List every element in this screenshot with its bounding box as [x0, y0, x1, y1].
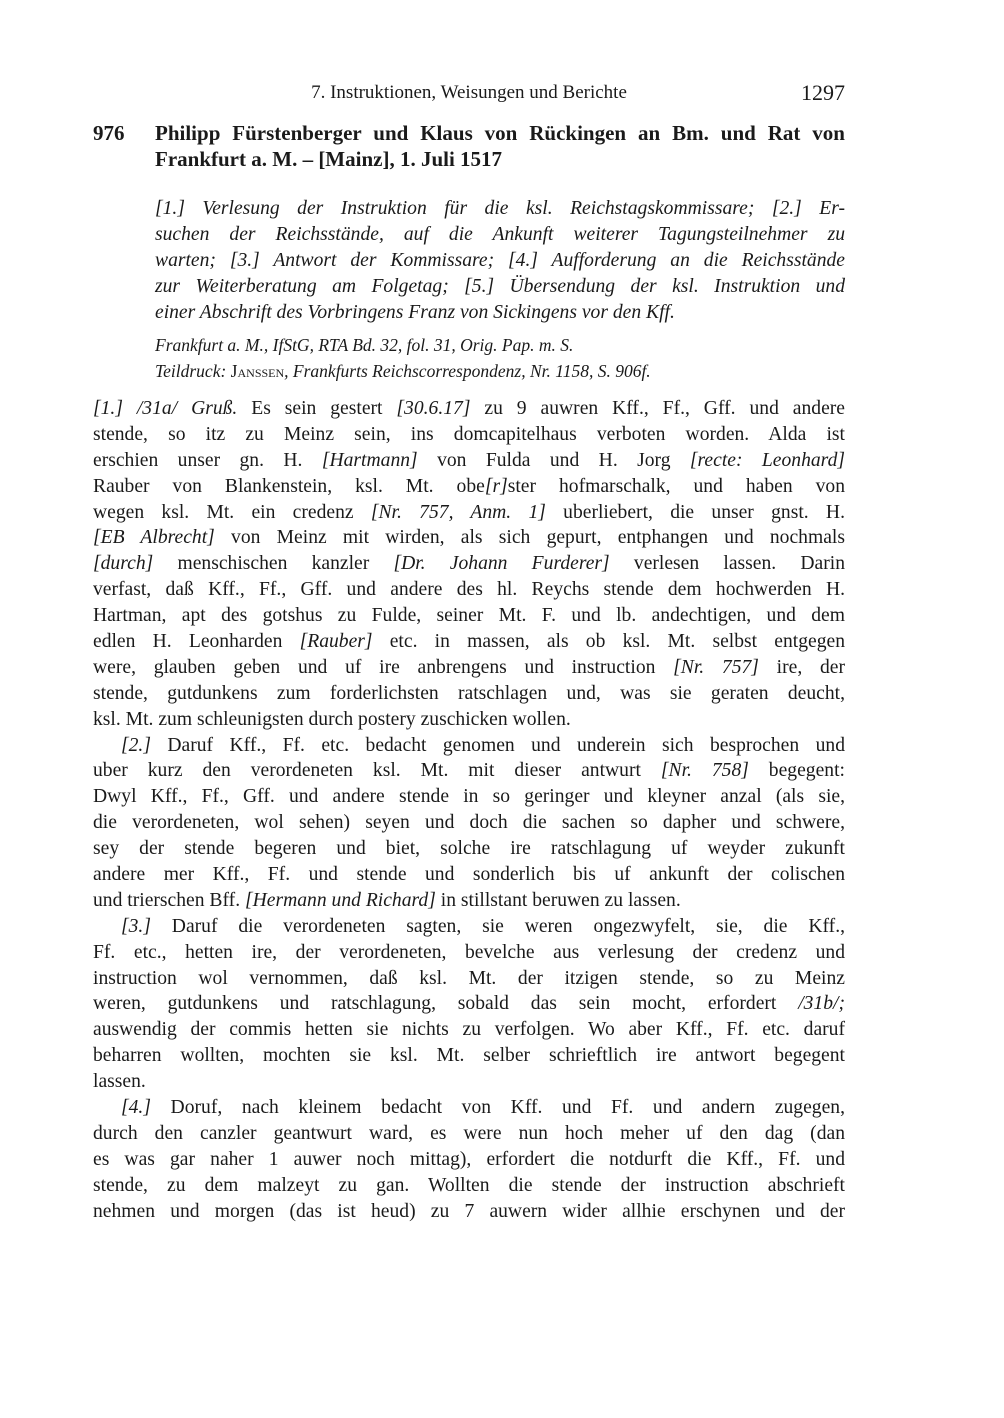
editorial-annotation: [3.] [121, 915, 151, 937]
transcribed-text: stende, zu dem malzeyt zu gan. Wollten die stende der instruction abschrieft [93, 1174, 845, 1196]
body-line [93, 914, 845, 940]
body-line [93, 681, 845, 707]
transcribed-text: Dwyl Kff., Ff., Gff. und andere stende in so geringer und kleyner anzal (als sie, [93, 786, 845, 808]
document-number: 976 [93, 121, 125, 145]
editorial-annotation: [Rauber] [299, 631, 373, 653]
transcribed-text: in stillstant beruwen zu lassen. [435, 889, 681, 911]
editorial-annotation: [recte: Leonhard] [689, 449, 845, 471]
body-line [93, 1147, 845, 1173]
transcribed-text: nehmen und morgen (das ist heud) zu 7 auwern wider allhie erschynen und der [93, 1200, 845, 1222]
transcribed-text: erschien unser gn. H. [93, 449, 322, 471]
running-head [93, 80, 845, 108]
transcribed-text: stende, so itz zu Meinz sein, ins domcapitelhaus verboten worden. Alda ist [93, 423, 845, 445]
transcribed-text: durch den canzler geantwurt ward, es were nun hoch meher uf den dag (dan [93, 1122, 845, 1144]
editorial-annotation: [Nr. 758] [660, 760, 749, 782]
editorial-annotation: [Nr. 757] [673, 656, 759, 678]
body-line [93, 474, 845, 500]
summary-line: einer Abschrift des Vorbringens Franz von Sickingens vor den Kff. [155, 302, 675, 323]
editorial-annotation: [30.6.17] [396, 398, 471, 419]
transcribed-text: Ff. etc., hetten ire, der verordeneten, bevelche aus verlesung der credenz und [93, 941, 845, 963]
transcribed-text: wegen ksl. Mt. ein credenz [93, 501, 371, 523]
transcribed-text: es was gar naher 1 auwer noch mittag), erfordert die notdurft die Kff., Ff. und [93, 1148, 845, 1170]
transcribed-text: Hartman, apt des gotshus zu Fulde, seiner Mt. F. und lb. andechtigen, und dem [93, 605, 845, 627]
transcribed-text: lassen. [93, 1071, 146, 1093]
source-reference [155, 332, 845, 384]
body-line [93, 500, 845, 526]
body-line [93, 525, 845, 551]
transcribed-text: von Meinz mit wirden, als sich gepurt, entphangen und nochmals [214, 527, 845, 549]
transcribed-text: edlen H. Leonharden [93, 631, 300, 653]
body-line [93, 603, 845, 629]
transcribed-text: ire, der [758, 656, 845, 678]
partial-print-details: , Frankfurts Reichscorrespondenz, Nr. 1158, S. 906f. [284, 361, 651, 381]
document-title-line: Philipp Fürstenberger und Klaus von Rückingen an Bm. und Rat von [155, 121, 845, 145]
body-line [93, 655, 845, 681]
transcribed-text: sey der stende begeren und biet, solche ire ratschlagung uf weyder zukunft [93, 838, 845, 860]
body-line [93, 836, 845, 862]
partial-print-reference [155, 358, 845, 384]
body-line [93, 396, 845, 422]
body-line [93, 862, 845, 888]
editorial-annotation: [Nr. 757, Anm. 1] [370, 501, 546, 523]
transcribed-text: Daruf die verordeneten sagten, sie weren ongezwyfelt, sie, die Kff., [150, 915, 845, 937]
transcribed-text: Doruf, nach kleinem bedacht von Kff. und Ff. und andern zugegen, [150, 1097, 845, 1119]
summary-line: warten; [3.] Antwort der Kommissare; [4.] Aufforderung an die Reichsstände [155, 250, 845, 271]
transcribed-text: Rauber von Blankenstein, ksl. Mt. obe [93, 475, 485, 497]
editorial-annotation: [Hermann und Richard] [245, 889, 436, 911]
body-line [93, 448, 845, 474]
transcribed-text: auswendig der commis hetten sie nichts zu verfolgen. Wo aber Kff., Ff. etc. daruf [93, 1019, 845, 1041]
editorial-annotation: [2.] [121, 734, 151, 756]
transcribed-text: uberliebert, die unser gnst. H. [545, 501, 845, 523]
document-title-line: Frankfurt a. M. – [Mainz], 1. Juli 1517 [155, 147, 503, 171]
body-line [93, 551, 845, 577]
body-line [93, 707, 845, 733]
page-number: 1297 [801, 80, 845, 105]
transcribed-text: weren, gutdunkens und ratschlagung, sobald das sein mocht, erfordert [93, 993, 799, 1015]
transcribed-text: menschischen kanzler [153, 553, 394, 575]
transcribed-text: Daruf Kff., Ff. etc. bedacht genomen und underein sich besprochen und [150, 734, 845, 756]
body-line [93, 1199, 845, 1225]
body-line [93, 991, 845, 1017]
body-line [93, 1121, 845, 1147]
editorial-annotation: [durch] [93, 553, 154, 575]
transcribed-text: instruction wol vernommen, daß ksl. Mt. der itzigen stende, so zu Meinz [93, 967, 845, 989]
editorial-annotation: [Dr. Johann Furderer] [393, 553, 610, 575]
transcribed-text: und trierschen Bff. [93, 889, 245, 911]
body-line [93, 1017, 845, 1043]
body-line [93, 1173, 845, 1199]
transcribed-text: Es sein gestert [237, 398, 397, 419]
body-line [93, 1043, 845, 1069]
summary-line: suchen der Reichsstände, auf die Ankunft weiterer Tagungsteilnehmer zu [155, 224, 845, 245]
archive-reference: Frankfurt a. M., IfStG, RTA Bd. 32, fol. 31, Orig. Pap. m. S. [155, 335, 574, 355]
editorial-annotation: [r] [484, 475, 508, 497]
body-line [93, 733, 845, 759]
body-line [93, 888, 845, 914]
editorial-annotation: [EB Albrecht] [93, 527, 215, 549]
body-line [93, 629, 845, 655]
body-line [93, 758, 845, 784]
transcribed-text: ster hofmarschalk, und haben von [507, 475, 845, 497]
transcribed-text: ksl. Mt. zum schleunigsten durch postery zuschicken wollen. [93, 708, 571, 730]
transcribed-text: begegent: [748, 760, 845, 782]
editorial-annotation: [Hartmann] [321, 449, 418, 471]
editorial-annotation: /31b/; [798, 993, 845, 1015]
transcribed-text: zu 9 auwren Kff., Ff., Gff. und andere [470, 398, 845, 419]
body-line [93, 1069, 845, 1095]
body-line [93, 784, 845, 810]
body-text [93, 396, 845, 1225]
editorial-annotation: [1.] /31a/ Gruß. [93, 398, 238, 419]
transcribed-text: verlesen lassen. Darin [609, 553, 845, 575]
transcribed-text: were, glauben geben und uf ire anbrengens und instruction [93, 656, 674, 678]
partial-print-author: Janssen [230, 361, 285, 381]
document-title [155, 120, 845, 172]
summary-line: zur Weiterberatung am Folgetag; [5.] Übersendung der ksl. Instruktion und [155, 276, 845, 297]
transcribed-text: uber kurz den verordeneten ksl. Mt. mit dieser antwurt [93, 760, 661, 782]
transcribed-text: etc. in massen, als ob ksl. Mt. selbst entgegen [372, 631, 845, 653]
body-line [93, 966, 845, 992]
transcribed-text: die verordeneten, wol sehen) seyen und doch die sachen so dapher und schwere, [93, 812, 845, 834]
body-line [93, 940, 845, 966]
partial-print-label: Teildruck: [155, 361, 227, 381]
body-line [93, 810, 845, 836]
body-line [93, 422, 845, 448]
body-line [93, 1095, 845, 1121]
transcribed-text: von Fulda und H. Jorg [417, 449, 690, 471]
transcribed-text: stende, gutdunkens zum forderlichsten ratschlagen und, was sie geraten deucht, [93, 682, 845, 704]
editorial-annotation: [4.] [121, 1097, 151, 1119]
transcribed-text: verfast, daß Kff., Ff., Gff. und andere des hl. Reychs stende dem hochwerden H. [93, 579, 845, 601]
document-summary [155, 196, 845, 326]
running-title: 7. Instruktionen, Weisungen und Berichte [311, 82, 627, 103]
body-line [93, 577, 845, 603]
summary-line: [1.] Verlesung der Instruktion für die ksl. Reichstagskommissare; [2.] Er- [155, 198, 845, 219]
transcribed-text: beharren wollten, mochten sie ksl. Mt. selber schrieftlich ire antwort begegent [93, 1045, 845, 1067]
transcribed-text: andere mer Kff., Ff. und stende und sonderlich bis uf ankunft der colischen [93, 864, 845, 886]
